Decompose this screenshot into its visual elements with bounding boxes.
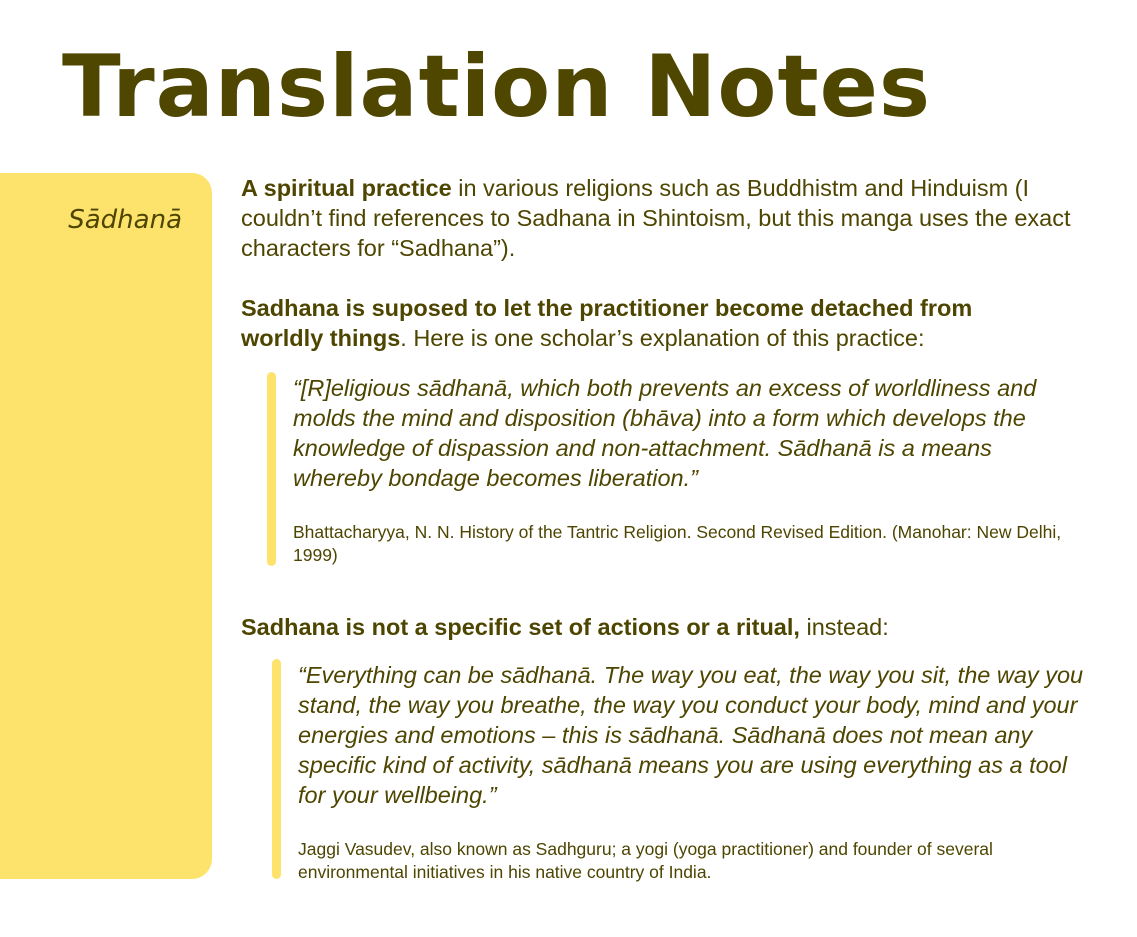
not-ritual-paragraph: [241, 612, 1101, 642]
not-ritual-bold: Sadhana is not a specific set of actions or a ritual,: [241, 614, 800, 640]
quote-2-bar: [272, 659, 281, 879]
note-body: [241, 173, 1101, 353]
not-ritual-section: [241, 612, 1101, 642]
detachment-paragraph: [241, 293, 1011, 353]
quote-1-bar: [267, 372, 276, 566]
quote-2-text: “Everything can be sādhanā. The way you eat, the way you sit, the way you stand, the way you breathe, the way you conduct your body, mind and your energies and emotions – this is sādhanā. Sādhanā does not mean any specific kind of activity, sādhanā means you are using everything as a tool for your wellbeing.”: [298, 662, 1084, 808]
quote-1-text: “[R]eligious sādhanā, which both prevents an excess of worldliness and molds the mind and disposition (bhāva) into a form which develops the knowledge of dispassion and non-attachment. Sādhanā is a means whereby bondage becomes liberation.”: [293, 375, 1037, 491]
intro-text: in various religions such as Buddhistm and Hinduism (I couldn’t find references to Sadhana in Shintoism, but this manga uses the exact characters for “Sadhana”).: [241, 175, 1071, 261]
quote-1-citation: Bhattacharyya, N. N. History of the Tantric Religion. Second Revised Edition. (Manohar: New Delhi, 1999): [293, 522, 1062, 565]
term-panel: [0, 173, 212, 879]
intro-paragraph: [241, 173, 1086, 263]
not-ritual-text: instead:: [799, 614, 889, 640]
intro-bold: A spiritual practice: [241, 175, 452, 201]
quote-2-citation: Jaggi Vasudev, also known as Sadhguru; a yogi (yoga practitioner) and founder of several environmental initiatives in his native country of India.: [298, 839, 993, 882]
page-title: Translation Notes: [62, 37, 932, 137]
detachment-bold: Sadhana is suposed to let the practitioner become detached from worldly things: [241, 295, 973, 351]
term-label: Sādhanā: [68, 205, 182, 235]
detachment-text: . Here is one scholar’s explanation of this practice:: [400, 325, 925, 351]
